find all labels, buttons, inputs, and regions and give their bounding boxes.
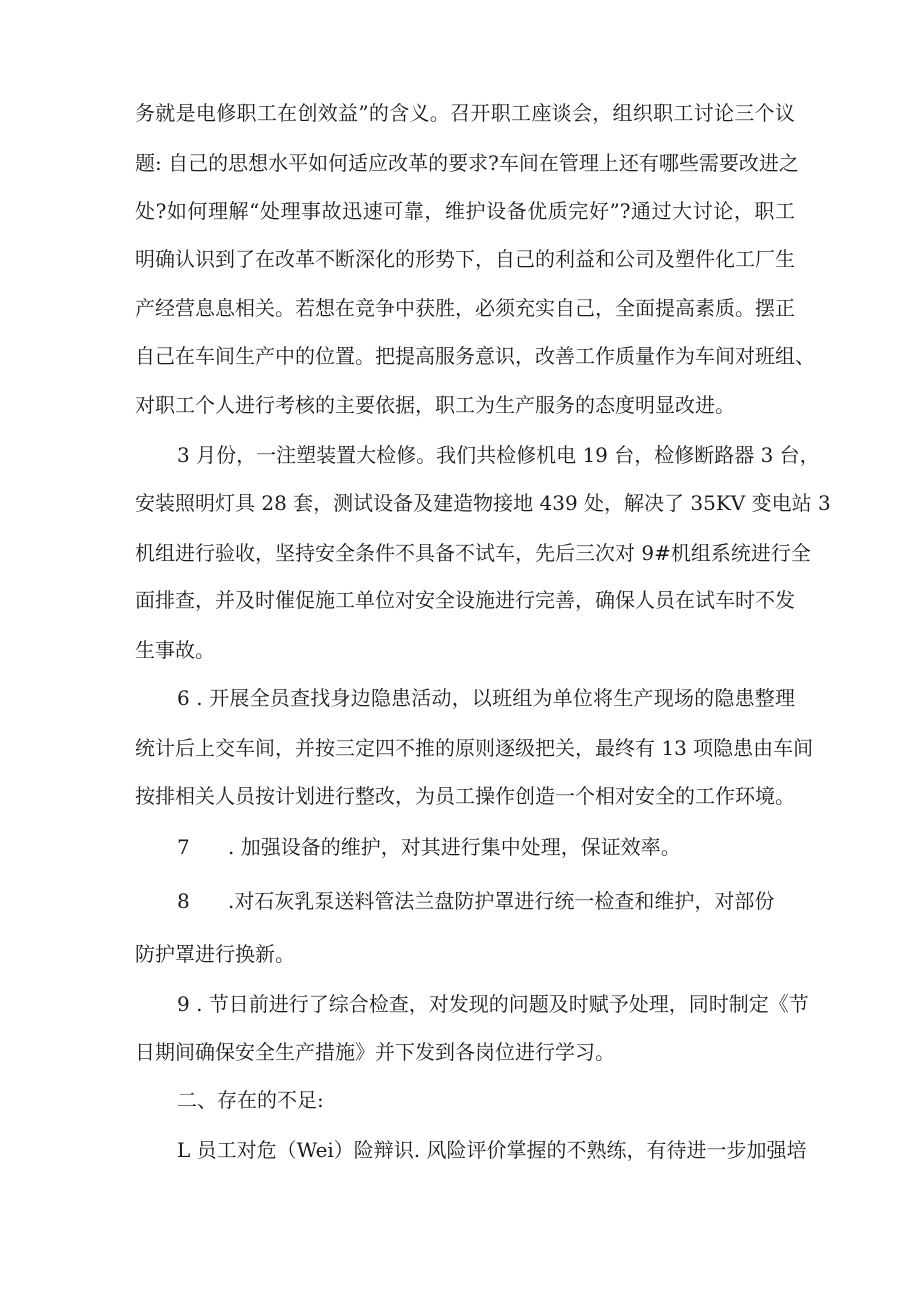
- text-line: 务就是电修职工在创效益”的含义。召开职工座谈会，组织职工讨论三个议: [135, 101, 795, 125]
- text-line: 生事故。: [135, 638, 215, 662]
- text-line: 按排相关人员按计划进行整改，为员工操作创造一个相对安全的工作环境。: [135, 784, 795, 808]
- text-line: 自己在车间生产中的位置。把提高服务意识，改善工作质量作为车间对班组、: [135, 344, 815, 368]
- text-line: 统计后上交车间，并按三定四不推的原则逐级把关，最终有 13 项隐患由车间: [135, 736, 814, 760]
- text-line: 机组进行验收，坚持安全条件不具备不试车，先后三次对 9#机组系统进行全: [135, 541, 811, 565]
- text-line: 安装照明灯具 28 套，测试设备及建造物接地 439 处，解决了 35KV 变电站 3: [135, 491, 831, 515]
- text-line: 产经营息息相关。若想在竞争中获胜，必须充实自己，全面提高素质。摆正: [135, 296, 795, 320]
- text-line: 9 . 节日前进行了综合检查，对发现的问题及时赋予处理，同时制定《节: [177, 992, 809, 1016]
- text-line: . 加强设备的维护，对其进行集中处理，保证效率。: [228, 835, 681, 859]
- section-heading: 二、存在的不足:: [177, 1088, 324, 1112]
- text-line: 6 . 开展全员查找身边隐患活动，以班组为单位将生产现场的隐患整理: [177, 686, 795, 710]
- text-line: L 员工对危（Wei）险辩识. 风险评价掌握的不熟练，有待进一步加强培: [177, 1138, 807, 1162]
- text-line: 3 月份，一注塑装置大检修。我们共检修机电 19 台，检修断路器 3 台，: [177, 443, 820, 467]
- text-line: 面排查，并及时催促施工单位对安全设施进行完善，确保人员在试车时不发: [135, 588, 795, 612]
- text-line: 明确认识到了在改革不断深化的形势下，自己的利益和公司及塑件化工厂生: [135, 247, 795, 271]
- item-number: 7: [177, 835, 190, 859]
- text-line: 题: 自己的思想水平如何适应改革的要求?车间在管理上还有哪些需要改进之: [135, 151, 799, 175]
- text-line: 防护罩进行换新。: [135, 942, 295, 966]
- text-line: 对职工个人进行考核的主要依据，职工为生产服务的态度明显改进。: [135, 393, 735, 417]
- text-line: 日期间确保安全生产措施》并下发到各岗位进行学习。: [135, 1040, 615, 1064]
- item-number: 8: [177, 889, 190, 913]
- text-line: .对石灰乳泵送料管法兰盘防护罩进行统一检查和维护，对部份: [228, 889, 775, 913]
- text-line: 处?如何理解“处理事故迅速可靠，维护设备优质完好”?通过大讨论，职工: [135, 199, 795, 223]
